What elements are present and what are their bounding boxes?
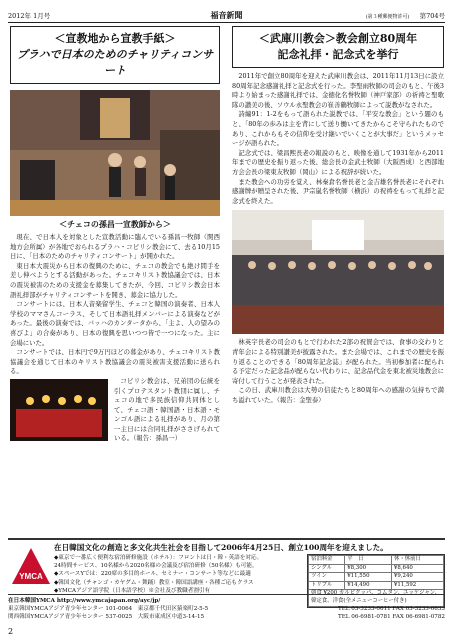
price-row	[309, 564, 444, 573]
issue-date: 2012年 1月号	[8, 12, 51, 20]
service-line: ◆YMCAアジア語学院（日本語学校）※会社及び教職者割引有	[54, 587, 211, 594]
price-note: 朝食 ¥200 カルビクッパ、コムタン、ユッケジャン、韓定食、洋食(全メニューコーヒー付き)	[309, 590, 444, 606]
right-paragraph: 林英宇長老の司会のもとで行われた2部の祝賀会では、食事の交わりと青年会による特別讃美が披露された。また会場では、これまでの歴史を振り返ることのできる「80周年記念誌」が配られた。当初参加者に配られる予定だった記念品が配らない代わりに、記念品代金を東北被災地教会に寄付して行うことが発表された。	[232, 338, 444, 385]
price-header-cell: 宿泊料金	[309, 556, 345, 565]
left-paragraph: 現在、で日本人を対象とした宣教活動に臨んでいる孫昌一牧師（関西地方会所属）が各地でおられるプラハ・コピリシ教会にて、去る10月15日に、「日本のためのチャリティコンサート」が開かれた。	[10, 233, 220, 261]
postal-note: (第３種郵便物許可)	[365, 14, 410, 20]
right-article-title	[232, 26, 444, 68]
kansai-phone: TEL 06-6981-0781 FAX 06-6981-0782	[337, 614, 445, 620]
banner-services	[54, 554, 304, 595]
holiday-price: ¥8,640	[391, 564, 443, 573]
congregation-photo	[232, 210, 444, 334]
right-article	[232, 26, 444, 405]
service-line: ◆東京で一番広く便利な宿泊研修施設（ホテル）：フロントは日・韓・英語を対応。	[54, 555, 263, 561]
ymca-logo-text: YMCA	[19, 572, 43, 581]
right-paragraph: 記念式では、梁昌熙長老の報説のもと、映像を通して1931年から2011年までの歴史を振り返った後、総会長の金武士牧師（大阪西成）と西部地方会会長の梁東友牧師（岡山）による祝辞が続いた。	[232, 148, 444, 176]
candle-block	[10, 377, 220, 444]
issue-label: 第704号	[419, 12, 445, 20]
right-title-line1: ＜武庫川教会＞教会創立80周年	[258, 32, 418, 45]
contact-row-tokyo	[8, 605, 445, 613]
right-title-line2: 記念礼拝・記念式を挙行	[277, 48, 399, 61]
right-paragraph: また教会への功労を覚え、林秦倉名誉長老と金吉雄名誉長老にそれぞれ感謝牌が贈呈された後、尹宗嵐名誉牧師（横浜）の祝祷をもって礼拝と記念式を終えた。	[232, 177, 444, 205]
right-paragraph: 詩編91：1-2をもって語られた説教では、「平安な教会」という題のもと、「80年の歩みは主を背にして送り働いてきたからこそ守られたものであり、これからもその信仰を受け継いでいくことが大事だ」というメッセージが語られた。	[232, 110, 444, 148]
holiday-price: ¥9,240	[391, 573, 443, 582]
page-number: 2	[8, 627, 14, 636]
left-title-line2: プラハで日本のためのチャリティコンサート	[16, 48, 214, 77]
weekday-price: ¥8,300	[345, 564, 392, 573]
price-header-row	[309, 556, 444, 565]
left-title-line1: ＜宣教地から宣教手紙＞	[54, 32, 176, 45]
service-line: ◆スペースYでは：220席の多目的ホール、セミナー・コンサート等などに最適	[54, 571, 251, 578]
price-row	[309, 573, 444, 582]
right-paragraph: 2011年で創立80周年を迎えた武庫川教会は、2011年11月13日に設立80周年記念感謝礼拝と記念式を行った。李聖雨牧師の司会のもと、午後3時より始まった感謝礼拝では、金徳化名誉牧師（神戸家部）の祈祷と聖歌隊の讃美の後、ソウル永聖教会の崔善鶴牧師によって説教がなされた。	[232, 72, 444, 109]
holiday-price: ¥11,592	[391, 581, 443, 590]
price-header-cell: 休・休前日	[391, 556, 443, 565]
concert-photo	[10, 90, 220, 216]
left-article	[10, 26, 220, 444]
photo-caption: ＜チェコの孫昌一宣教師から＞	[59, 219, 171, 229]
ymca-triangle-icon	[10, 546, 52, 588]
candle-photo	[10, 379, 108, 441]
page-header	[8, 8, 445, 23]
newspaper-name: 福音新聞	[210, 10, 243, 20]
contact-row-kansai	[8, 613, 445, 621]
tokyo-address: 東京韓国YMCAアジア青少年センター 101-0064 東京都千代田区猿楽町2-5-5	[8, 606, 209, 612]
congregation-photo-art	[232, 210, 444, 334]
weekday-price: ¥14,490	[345, 581, 392, 590]
price-row	[309, 581, 444, 590]
left-article-title	[10, 26, 220, 84]
room-type: トリプル	[309, 581, 345, 590]
right-paragraph: この日、武庫川教会は大勢の信徒たちと80周年への感謝の気持ちで満ち溢れていた。（報告：金聖泰）	[232, 386, 444, 404]
issue-number	[366, 11, 445, 20]
candle-photo-art	[10, 379, 108, 441]
price-header-cell: 平 日	[345, 556, 392, 565]
ymca-advertisement	[8, 538, 445, 632]
left-paragraph: コピリシ教会は、兄弟団の伝統を引くプロテスタント教団に属し、チェコの地で多民族信仰共同体として、チェコ語・韓国語・日本語・モンゴル語による礼拝があり、月の第一主日には合同礼拝がささげられている。（報告：孫昌一）	[114, 376, 220, 443]
left-paragraph: 東日本大震災から日本の復興のために、チェコの教会でも絶け間手を差し伸べようとする活動があった。チェコキリスト教協議会では、日本の震災被害のための支援金を募集してきたが、今回、コピリシ教会日本語礼拝部がチャリティコンサートを開き、募金に協力した。	[10, 261, 220, 299]
org-line[interactable]: 在日本韓国YMCA http://www.ymcajapan.org/ayc/jp/	[8, 598, 161, 604]
room-type: ツイン	[309, 573, 345, 582]
banner-title: 在日韓国文化の創造と多文化共生社会を目指して2006年4月25日、創立100周年を迎えました。	[54, 543, 388, 552]
banner-contacts	[8, 594, 445, 621]
left-paragraph: コンサートには、日本人音楽留学生、チェコと韓国の演奏者、日本人学校のママさんコーラス、そして日本語礼拝メンバーによる演奏などがあった。最後の演奏では、バッハのカンタータから、「主よ、人の望みの喜びよ」の合奏があり、日本の復興を思いつつ皆で一つになった。主に会場にいた。	[10, 300, 220, 347]
service-line: 24時間サービス、10名様から2020名様の会議及び宿泊研修（50名様）も可能。	[54, 563, 258, 570]
concert-photo-art	[10, 90, 220, 216]
service-line: ◆韓国文化（チャンゴ・カヤグム・舞踊）教室・韓国語講座・各種ご応もクラス	[54, 579, 254, 586]
left-paragraph: コンサートでは、日本円で9万円ほどの募金があり、チェコキリスト教協議会を通じて日本のキリスト教協議会の震災被害支援活動に送られる。	[10, 348, 220, 376]
weekday-price: ¥11,550	[345, 573, 392, 582]
kansai-address: 関西韓国YMCAアジア青少年センター 537-0025 大阪市東成区中道3-14-15	[8, 614, 205, 620]
room-type: シングル	[309, 564, 345, 573]
ymca-logo	[10, 546, 52, 588]
tokyo-phone: TEL 03-3233-0611 FAX 03-3233-0633	[337, 606, 445, 612]
